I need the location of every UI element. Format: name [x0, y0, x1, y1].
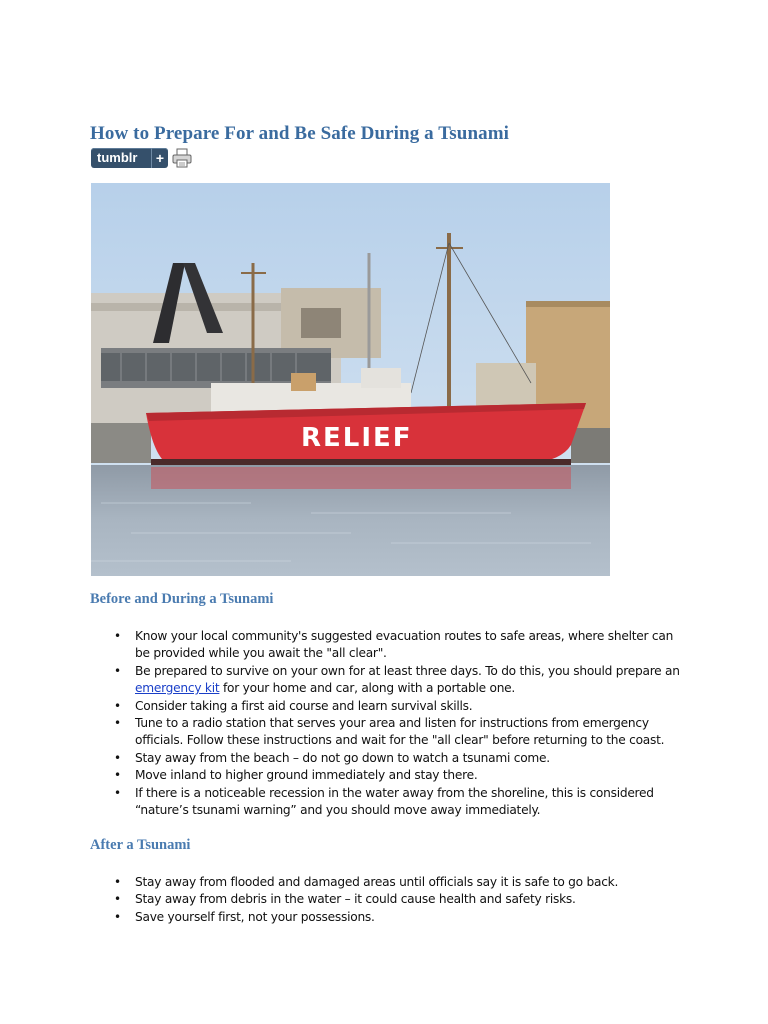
tumblr-label: tumblr [97, 150, 138, 165]
list-item: • Stay away from flooded and damaged areas until officials say it is safe to go back. [90, 874, 690, 891]
list-item: • Move inland to higher ground immediately and stay there. [90, 767, 690, 784]
lightship-photo [91, 183, 610, 576]
list-item: • Stay away from debris in the water – it could cause health and safety risks. [90, 891, 690, 908]
list-item-text: Be prepared to survive on your own for at least three days. To do this, you should prepare an [135, 663, 680, 678]
list-item: • Save yourself first, not your possessions. [90, 909, 690, 926]
list-item: • If there is a noticeable recession in the water away from the shoreline, this is considered “nature’s tsunami warning” and you should move away immediately. [90, 785, 690, 820]
section-heading-before: Before and During a Tsunami [90, 591, 274, 607]
list-item: • Stay away from the beach – do not go down to watch a tsunami come. [90, 750, 690, 767]
plus-icon: + [151, 148, 168, 168]
emergency-kit-link[interactable]: emergency kit [135, 681, 220, 696]
list-item: • Know your local community's suggested evacuation routes to safe areas, where shelter can be provided while you await the "all clear". [90, 628, 690, 663]
after-list [90, 874, 690, 926]
list-item-text: for your home and car, along with a portable one. [219, 681, 516, 696]
share-bar [91, 147, 193, 169]
list-item [90, 663, 690, 698]
list-item: • Tune to a radio station that serves your area and listen for instructions from emergency officials. Follow these instructions and wait for the "all clear" before returning to the coast. [90, 715, 690, 750]
printer-icon[interactable] [171, 147, 193, 169]
before-list [90, 628, 690, 819]
tumblr-share-button[interactable] [91, 148, 168, 168]
page-title: How to Prepare For and Be Safe During a Tsunami [90, 123, 510, 144]
section-heading-after: After a Tsunami [90, 837, 191, 853]
hull-text: RELIEF [301, 423, 413, 453]
list-item: • Consider taking a first aid course and learn survival skills. [90, 698, 690, 715]
